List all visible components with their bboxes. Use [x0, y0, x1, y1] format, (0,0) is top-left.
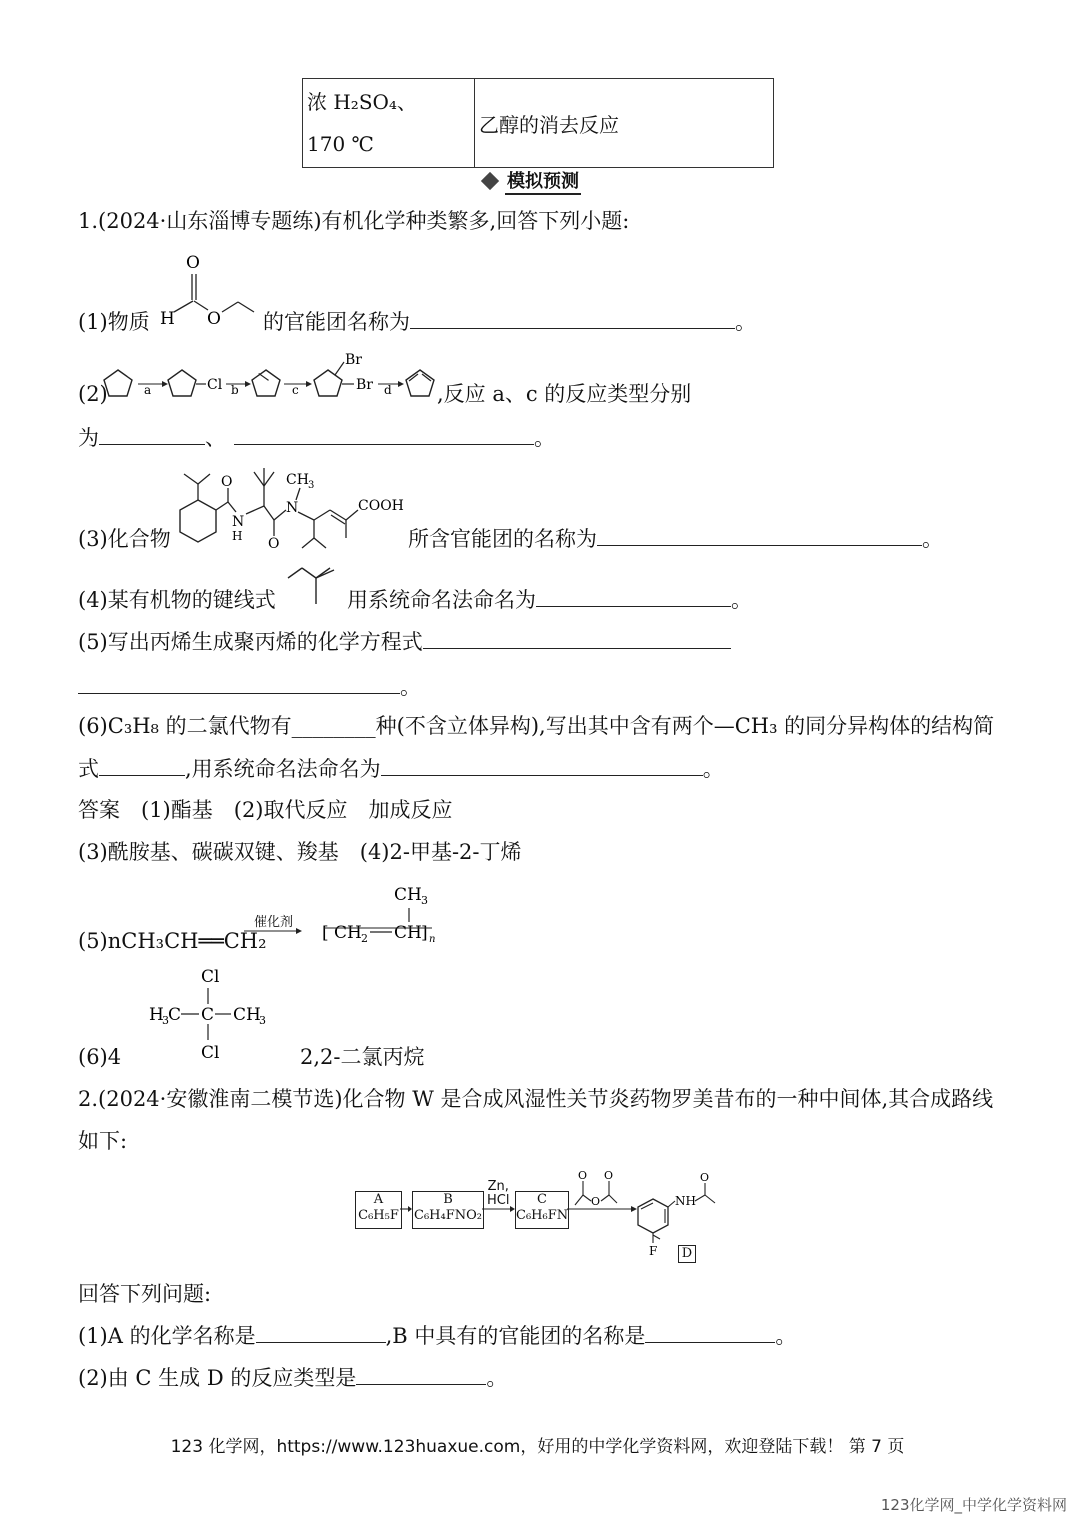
reaction-sequence-scheme — [100, 346, 440, 408]
svg-text:O: O — [604, 1169, 614, 1182]
condition-line1: 浓 H₂SO₄、 — [307, 90, 417, 114]
polypropylene-equation — [244, 880, 444, 950]
answer-blank — [99, 755, 185, 776]
svg-text:COOH: COOH — [358, 498, 404, 514]
q1-p1-suffix-line — [263, 308, 756, 336]
reagent-zn: Zn, — [487, 1179, 509, 1194]
q1-stem: 1.(2024·山东淄博专题练)有机化学种类繁多,回答下列小题: — [78, 209, 630, 233]
svg-text:Cl: Cl — [207, 377, 223, 393]
answer-blank — [410, 308, 735, 329]
answer-blank — [356, 1364, 486, 1385]
box-c-label: C — [537, 1192, 547, 1207]
answer-blank — [234, 424, 534, 445]
answer-blank — [256, 1322, 386, 1343]
answer-line4-prefix: (6)4 — [78, 1045, 122, 1069]
q2-p2: (2)由 C 生成 D 的反应类型是 — [78, 1366, 357, 1390]
section-badge — [481, 170, 581, 192]
period: 。 — [702, 757, 724, 781]
period: 。 — [534, 426, 555, 450]
q1-p4-suffix-line — [347, 586, 752, 614]
svg-text:Cl: Cl — [201, 1043, 220, 1063]
svg-text:a: a — [144, 383, 152, 397]
q1-p2-line2 — [78, 424, 555, 452]
q2-p1-b: ,B 中具有的官能团的名称是 — [385, 1324, 646, 1348]
svg-text:O: O — [221, 474, 233, 490]
q1-p4-prefix: (4)某有机物的键线式 — [78, 588, 276, 612]
svg-text:n: n — [429, 934, 436, 945]
watermark: 123化学网_中学化学资料网 — [880, 1496, 1067, 1514]
q2-p1-line — [78, 1322, 796, 1350]
dichloropropane-structure — [145, 962, 275, 1066]
q1-p3-prefix: (3)化合物 — [78, 527, 171, 551]
separator: 、 — [205, 426, 226, 450]
q2-stem-line2: 如下: — [78, 1129, 128, 1153]
answer-line2: (3)酰胺基、碳碳双键、羧基 (4)2-甲基-2-丁烯 — [78, 840, 522, 864]
box-a-label: A — [373, 1192, 384, 1207]
q1-p4-suffix: 用系统命名法命名为 — [347, 588, 536, 612]
answer-blank — [536, 586, 731, 607]
period: 。 — [922, 527, 943, 551]
reaction-condition-table — [302, 78, 774, 168]
answer-line4-name: 2,2-二氯丙烷 — [300, 1045, 425, 1069]
svg-text:O: O — [207, 309, 221, 329]
period: 。 — [400, 675, 421, 699]
svg-text:F: F — [649, 1244, 658, 1258]
svg-text:CH: CH — [286, 472, 309, 488]
q1-p5-line2 — [78, 673, 421, 701]
period: 。 — [735, 310, 756, 334]
svg-text:b: b — [231, 383, 239, 397]
svg-text:Cl: Cl — [201, 967, 220, 987]
q2-intro: 回答下列问题: — [78, 1282, 212, 1306]
svg-text:CH: CH — [233, 1005, 261, 1025]
box-a-formula: C₆H₅F — [358, 1208, 399, 1223]
period: 。 — [486, 1366, 508, 1390]
compound-structure — [168, 460, 413, 552]
section-badge-label: 模拟预测 — [505, 167, 581, 195]
answer-line3-prefix: (5)nCH₃CH══CH₂ — [78, 929, 267, 953]
answer-blank — [645, 1322, 775, 1343]
svg-text:O: O — [186, 253, 200, 273]
svg-text:O: O — [578, 1169, 588, 1182]
svg-text:C: C — [168, 1005, 182, 1025]
answer-blank — [99, 424, 205, 445]
q1-p6-suffix: ,用系统命名法命名为 — [185, 757, 381, 781]
q1-p1-prefix: (1)物质 — [78, 310, 150, 334]
page-footer: 123 化学网，https://www.123huaxue.com，好用的中学化学资料网，欢迎登陆下载！ 第 7 页 — [170, 1437, 905, 1457]
svg-text:3: 3 — [162, 1014, 169, 1027]
condition-cell — [303, 79, 475, 168]
q1-p2-word: 为 — [78, 426, 99, 450]
box-b-formula: C₆H₄FNO₂ — [414, 1208, 482, 1223]
box-c-formula: C₆H₆FN — [516, 1208, 569, 1223]
svg-text:O: O — [268, 536, 280, 552]
skeletal-formula — [284, 562, 340, 608]
box-b-label: B — [443, 1192, 453, 1207]
svg-text:N: N — [286, 500, 299, 516]
q2-p1-a: (1)A 的化学名称是 — [78, 1324, 256, 1348]
svg-text:3: 3 — [308, 480, 315, 491]
reagent-hcl: HCl — [487, 1193, 510, 1208]
answer-blank — [381, 755, 703, 776]
svg-text:[: [ — [322, 923, 329, 943]
ethyl-formate-structure — [150, 248, 260, 330]
svg-text:O: O — [700, 1171, 710, 1184]
svg-text:Br: Br — [356, 377, 373, 393]
svg-text:2: 2 — [361, 932, 368, 945]
q1-p2-prefix: (2) — [78, 382, 108, 406]
svg-text:C: C — [201, 1005, 215, 1025]
svg-text:O: O — [591, 1195, 601, 1208]
svg-text:Br: Br — [345, 352, 362, 368]
q1-p3-suffix-line — [408, 525, 943, 553]
answer-line1: 答案 (1)酯基 (2)取代反应 加成反应 — [78, 798, 453, 822]
q2-stem-line1: 2.(2024·安徽淮南二模节选)化合物 W 是合成风湿性关节炎药物罗美昔布的一种中间体,其合成路线 — [78, 1087, 994, 1111]
svg-text:CH: CH — [334, 923, 362, 943]
period: 。 — [731, 588, 752, 612]
svg-text:N: N — [232, 514, 245, 530]
svg-text:c: c — [292, 383, 299, 397]
answer-blank — [423, 628, 731, 649]
product-d-label: D — [678, 1245, 696, 1263]
answer-blank — [78, 673, 400, 694]
svg-text:]: ] — [421, 923, 428, 943]
svg-text:3: 3 — [421, 894, 428, 907]
diamond-icon — [481, 172, 499, 190]
period: 。 — [775, 1324, 797, 1348]
q1-p2-suffix: ,反应 a、c 的反应类型分别 — [437, 382, 692, 406]
q1-p1-suffix: 的官能团名称为 — [263, 310, 410, 334]
svg-text:CH: CH — [394, 923, 422, 943]
svg-text:NH: NH — [675, 1194, 696, 1208]
q2-p2-line — [78, 1364, 507, 1392]
q1-p3-suffix: 所含官能团的名称为 — [408, 527, 597, 551]
catalyst-label: 催化剂 — [254, 915, 294, 930]
svg-text:3: 3 — [259, 1014, 266, 1027]
reaction-type-cell: 乙醇的消去反应 — [475, 79, 774, 168]
q1-p5: (5)写出丙烯生成聚丙烯的化学方程式 — [78, 630, 423, 654]
svg-text:H: H — [149, 1005, 164, 1025]
q1-p5-line — [78, 628, 731, 656]
svg-text:H: H — [160, 309, 175, 329]
condition-line2: 170 ℃ — [307, 132, 374, 156]
q1-p6-word: 式 — [78, 757, 99, 781]
svg-text:d: d — [384, 383, 392, 397]
q1-p6-line1: (6)C₃H₈ 的二氯代物有________种(不含立体异构),写出其中含有两个—CH₃ 的同分异构体的结构简 — [78, 714, 995, 738]
svg-text:CH: CH — [394, 885, 422, 905]
q1-p6-line2 — [78, 755, 724, 783]
svg-text:H: H — [232, 529, 243, 543]
answer-blank — [597, 525, 922, 546]
